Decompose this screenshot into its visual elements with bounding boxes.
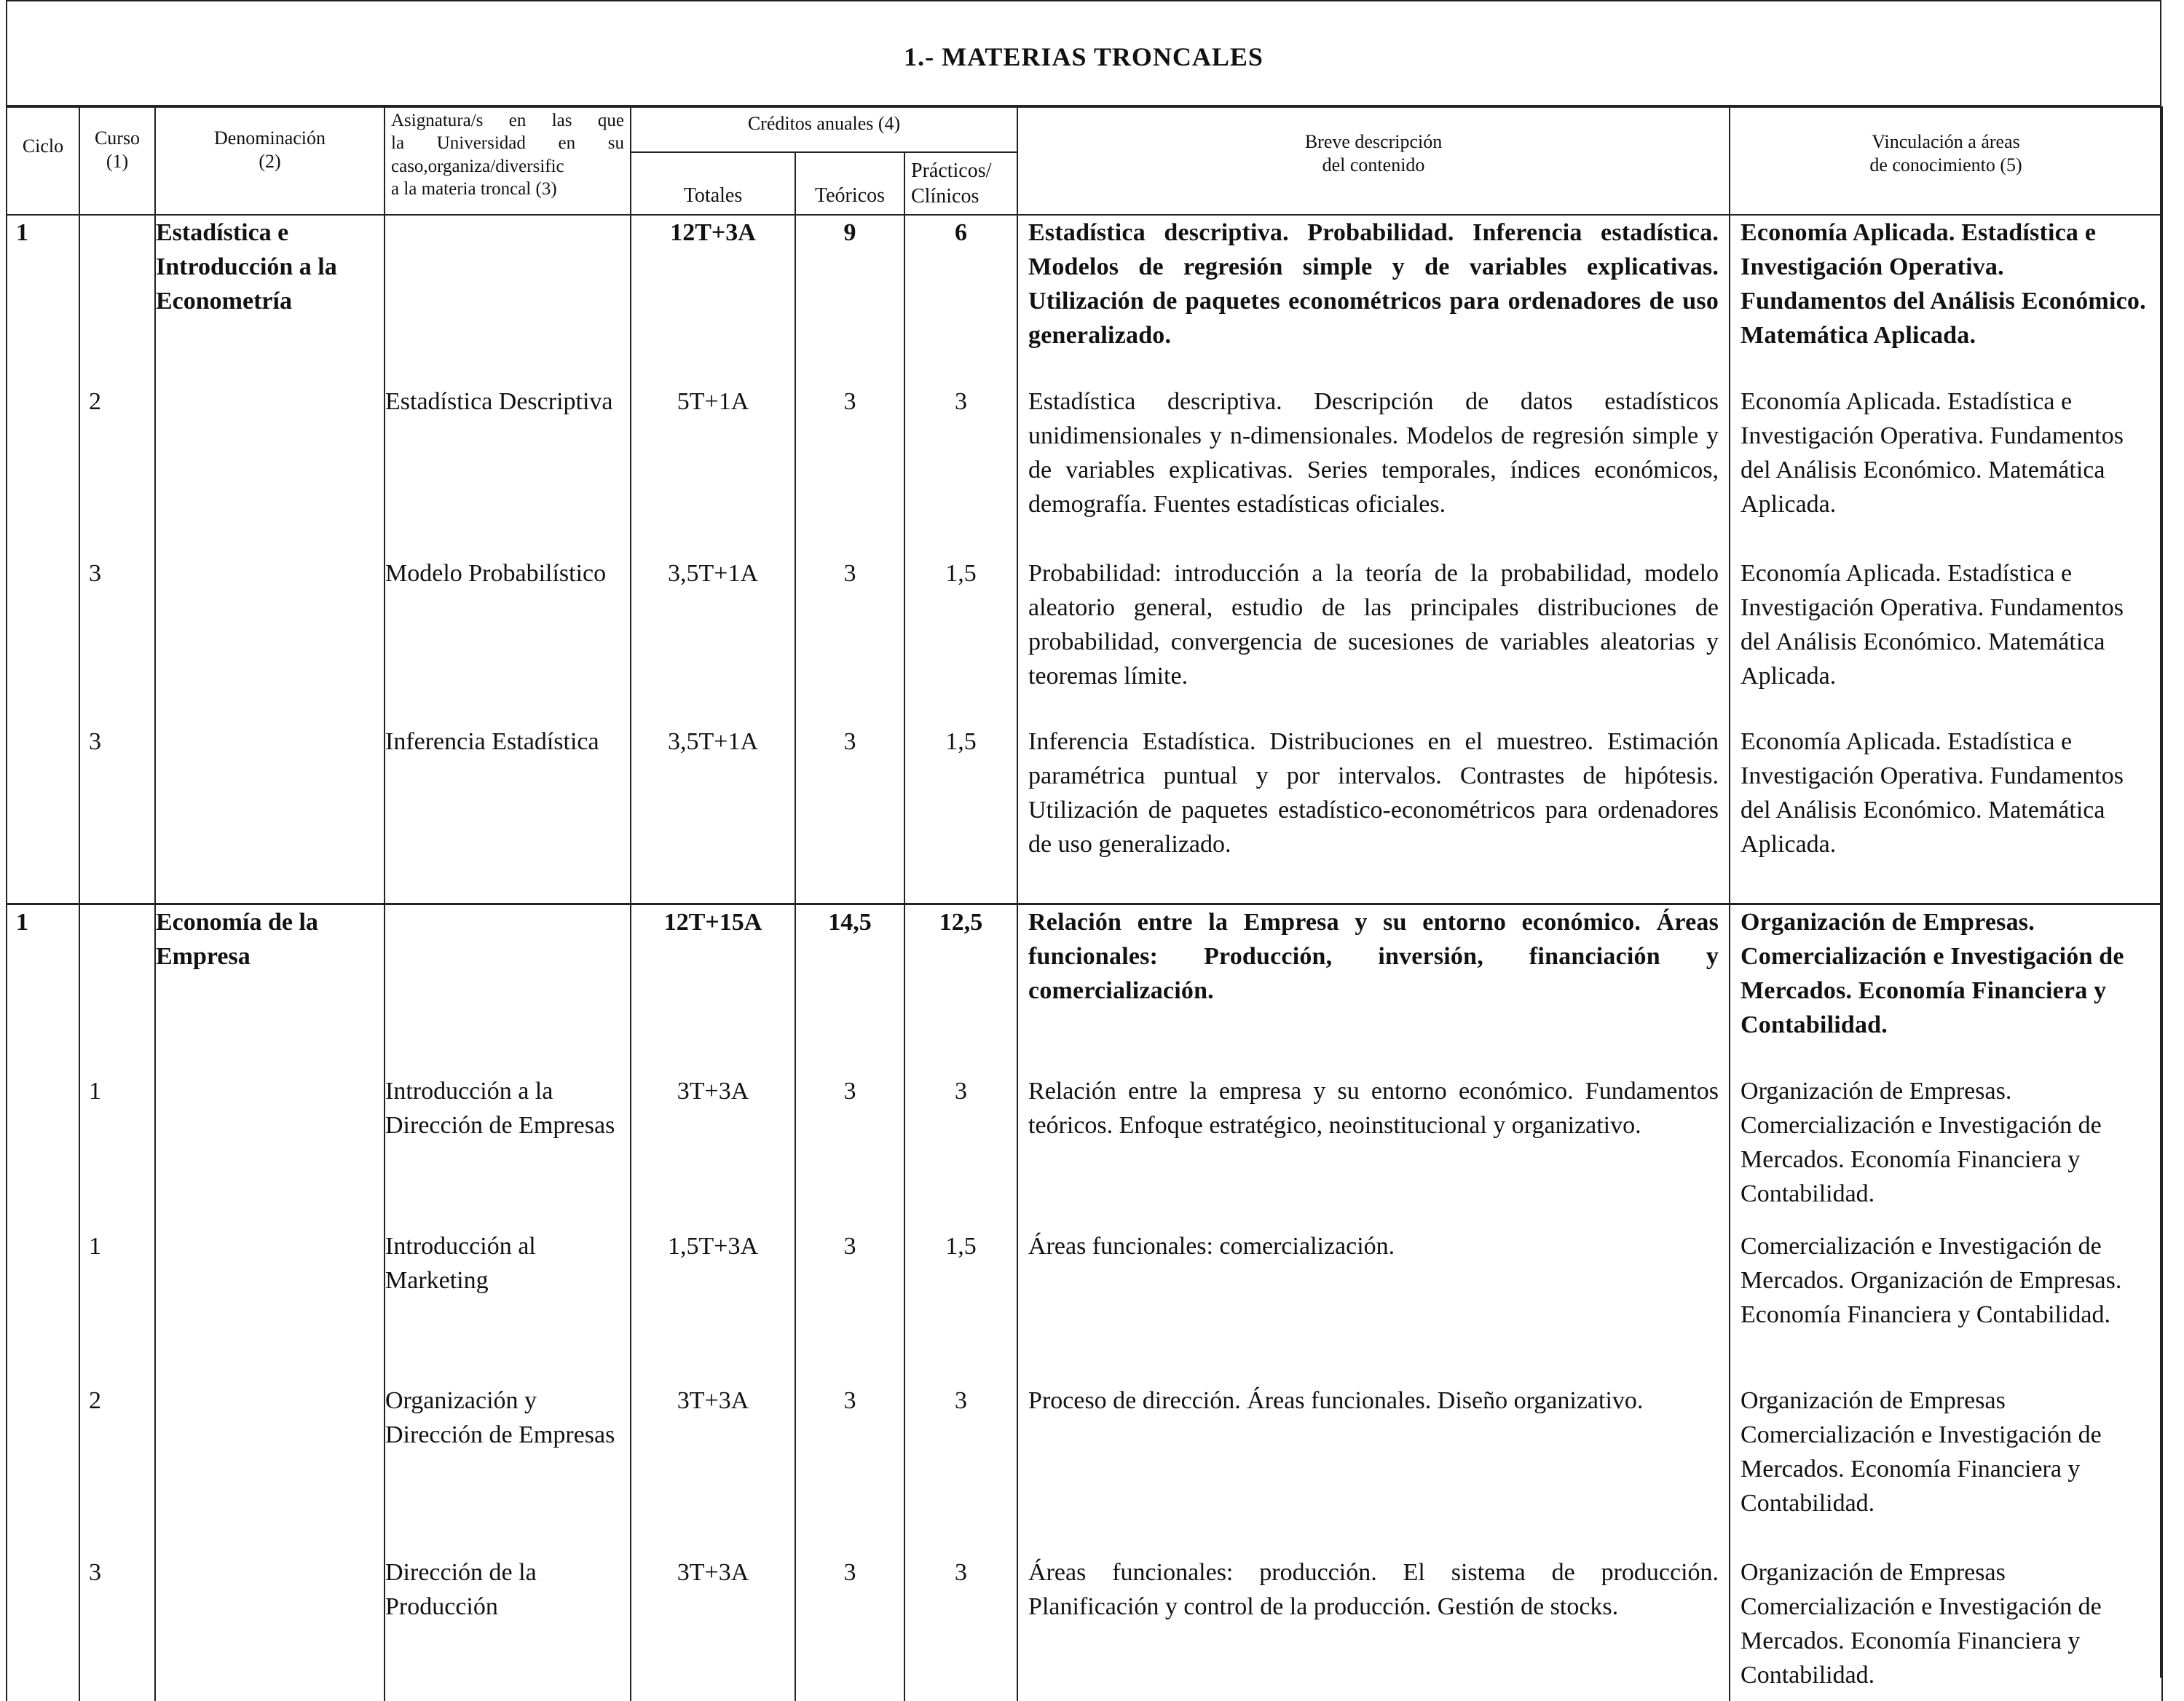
cell-vinculacion: Organización de Empresas Comercialización e Investigación de Mercados. Economía Financiera y Contabilidad. <box>1730 1555 2162 1701</box>
cell-teoricos: 3 <box>795 384 904 556</box>
cell-asignatura: Inferencia Estadística <box>385 725 631 904</box>
cell-curso: 1 <box>79 1229 155 1384</box>
header-vinculacion-line-2: de conocimiento (5) <box>1869 154 2022 175</box>
header-curso-line-1: Curso <box>94 127 141 149</box>
header-curso <box>79 107 155 215</box>
cell-vinculacion: Organización de Empresas. Comercialización e Investigación de Mercados. Economía Financiera y Contabilidad. <box>1730 904 2162 1074</box>
header-descripcion-line-2: del contenido <box>1322 154 1425 175</box>
cell-teoricos: 9 <box>795 215 904 384</box>
header-vinculacion <box>1730 107 2162 215</box>
header-denominacion-line-2: (2) <box>259 151 281 172</box>
table-row <box>7 384 2162 556</box>
cell-denominacion <box>155 1384 385 1555</box>
header-asignatura <box>385 107 631 215</box>
materias-table <box>6 106 2163 1701</box>
header-denominacion-line-1: Denominación <box>213 127 326 149</box>
cell-vinculacion: Economía Aplicada. Estadística e Investigación Operativa. Fundamentos del Análisis Económico. Matemática Aplicada. <box>1730 556 2162 725</box>
cell-totales: 5T+1A <box>631 384 795 556</box>
cell-denominacion <box>155 1555 385 1701</box>
cell-curso: 1 <box>79 1074 155 1229</box>
header-creditos: Créditos anuales (4) <box>631 107 1017 152</box>
cell-totales: 1,5T+3A <box>631 1229 795 1384</box>
header-descripcion-line-1: Breve descripción <box>1304 130 1443 152</box>
cell-descripcion: Probabilidad: introducción a la teoría de la probabilidad, modelo aleatorio general, estudio de las principales distribuciones de probabilidad, convergencia de sucesiones de variables aleatorias y teoremas límite. <box>1017 556 1730 725</box>
cell-curso: 2 <box>79 1384 155 1555</box>
cell-curso: 3 <box>79 1555 155 1701</box>
cell-totales: 12T+3A <box>631 215 795 384</box>
table-body <box>7 215 2162 1701</box>
cell-descripcion: Áreas funcionales: producción. El sistema de producción. Planificación y control de la producción. Gestión de stocks. <box>1017 1555 1730 1701</box>
cell-curso: 3 <box>79 556 155 725</box>
cell-practicos: 3 <box>904 1384 1017 1555</box>
cell-asignatura: Organización y Dirección de Empresas <box>385 1384 631 1555</box>
cell-descripcion: Proceso de dirección. Áreas funcionales. Diseño organizativo. <box>1017 1384 1730 1555</box>
cell-denominacion <box>155 384 385 556</box>
cell-asignatura: Modelo Probabilístico <box>385 556 631 725</box>
page-title: 1.- MATERIAS TRONCALES <box>6 0 2161 106</box>
cell-denominacion <box>155 725 385 904</box>
header-practicos <box>904 152 1017 215</box>
cell-denominacion <box>155 1074 385 1229</box>
cell-practicos: 1,5 <box>904 1229 1017 1384</box>
header-denominacion <box>155 107 385 215</box>
header-curso-line-2: (1) <box>106 151 129 172</box>
table-row <box>7 556 2162 725</box>
cell-teoricos: 14,5 <box>795 904 904 1074</box>
cell-teoricos: 3 <box>795 1384 904 1555</box>
header-descripcion <box>1017 107 1730 215</box>
cell-ciclo <box>7 1229 79 1384</box>
cell-asignatura <box>385 904 631 1074</box>
header-asignatura-line-4: a la materia troncal (3) <box>391 178 557 199</box>
cell-practicos: 3 <box>904 1074 1017 1229</box>
group-row <box>7 215 2162 384</box>
cell-descripcion: Relación entre la empresa y su entorno económico. Fundamentos teóricos. Enfoque estratégico, neoinstitucional y organizativo. <box>1017 1074 1730 1229</box>
cell-vinculacion: Comercialización e Investigación de Mercados. Organización de Empresas. Economía Financiera y Contabilidad. <box>1730 1229 2162 1384</box>
cell-ciclo <box>7 384 79 556</box>
table-row <box>7 725 2162 904</box>
cell-totales: 3,5T+1A <box>631 556 795 725</box>
header-vinculacion-line-1: Vinculación a áreas <box>1872 130 2020 152</box>
cell-ciclo <box>7 725 79 904</box>
table-row <box>7 1074 2162 1229</box>
cell-curso <box>79 215 155 384</box>
cell-vinculacion: Organización de Empresas. Comercialización e Investigación de Mercados. Economía Financiera y Contabilidad. <box>1730 1074 2162 1229</box>
cell-totales: 3T+3A <box>631 1555 795 1701</box>
header-asignatura-line-3: caso,organiza/diversific <box>391 156 564 176</box>
cell-curso: 2 <box>79 384 155 556</box>
cell-denominacion: Estadística e Introducción a la Econometría <box>155 215 385 384</box>
cell-ciclo: 1 <box>7 904 79 1074</box>
cell-practicos: 3 <box>904 1555 1017 1701</box>
cell-ciclo <box>7 1555 79 1701</box>
cell-asignatura: Introducción a la Dirección de Empresas <box>385 1074 631 1229</box>
header-practicos-line-1: Prácticos/ <box>911 159 992 182</box>
cell-descripcion: Estadística descriptiva. Descripción de datos estadísticos unidimensionales y n-dimensionales. Modelos de regresión simple y de variables explicativas. Series temporales, índices económicos, demografía. Fuentes estadísticas oficiales. <box>1017 384 1730 556</box>
cell-ciclo: 1 <box>7 215 79 384</box>
cell-denominacion <box>155 1229 385 1384</box>
cell-vinculacion: Economía Aplicada. Estadística e Investigación Operativa. Fundamentos del Análisis Económico. Matemática Aplicada. <box>1730 215 2162 384</box>
cell-practicos: 3 <box>904 384 1017 556</box>
cell-practicos: 12,5 <box>904 904 1017 1074</box>
cell-curso <box>79 904 155 1074</box>
group-row <box>7 904 2162 1074</box>
cell-denominacion: Economía de la Empresa <box>155 904 385 1074</box>
cell-teoricos: 3 <box>795 1555 904 1701</box>
cell-descripcion: Estadística descriptiva. Probabilidad. Inferencia estadística. Modelos de regresión simple y de variables explicativas. Utilización de paquetes econométricos para ordenadores de uso generalizado. <box>1017 215 1730 384</box>
cell-curso: 3 <box>79 725 155 904</box>
header-teoricos: Teóricos <box>795 152 904 215</box>
cell-teoricos: 3 <box>795 556 904 725</box>
cell-vinculacion: Organización de Empresas Comercialización e Investigación de Mercados. Economía Financiera y Contabilidad. <box>1730 1384 2162 1555</box>
header-ciclo: Ciclo <box>7 107 79 215</box>
header-asignatura-line-2: la Universidad en su <box>391 133 624 154</box>
header-asignatura-line-1: Asignatura/s en las que <box>391 111 624 130</box>
cell-ciclo <box>7 1384 79 1555</box>
cell-totales: 3T+3A <box>631 1384 795 1555</box>
cell-asignatura: Dirección de la Producción <box>385 1555 631 1701</box>
cell-denominacion <box>155 556 385 725</box>
cell-practicos: 1,5 <box>904 725 1017 904</box>
cell-practicos: 6 <box>904 215 1017 384</box>
cell-vinculacion: Economía Aplicada. Estadística e Investigación Operativa. Fundamentos del Análisis Económico. Matemática Aplicada. <box>1730 725 2162 904</box>
cell-descripcion: Inferencia Estadística. Distribuciones en el muestreo. Estimación paramétrica puntual y por intervalos. Contrastes de hipótesis. Utilización de paquetes estadístico-econométricos para ordenadores de uso generalizado. <box>1017 725 1730 904</box>
cell-totales: 3,5T+1A <box>631 725 795 904</box>
cell-descripcion: Áreas funcionales: comercialización. <box>1017 1229 1730 1384</box>
cell-ciclo <box>7 1074 79 1229</box>
header-totales: Totales <box>631 152 795 215</box>
cell-ciclo <box>7 556 79 725</box>
cell-totales: 3T+3A <box>631 1074 795 1229</box>
cell-descripcion: Relación entre la Empresa y su entorno económico. Áreas funcionales: Producción, inversión, financiación y comercialización. <box>1017 904 1730 1074</box>
table-row <box>7 1384 2162 1555</box>
cell-teoricos: 3 <box>795 725 904 904</box>
table-row <box>7 1555 2162 1701</box>
cell-teoricos: 3 <box>795 1074 904 1229</box>
cell-practicos: 1,5 <box>904 556 1017 725</box>
cell-totales: 12T+15A <box>631 904 795 1074</box>
cell-asignatura: Estadística Descriptiva <box>385 384 631 556</box>
cell-asignatura: Introducción al Marketing <box>385 1229 631 1384</box>
table-row <box>7 1229 2162 1384</box>
cell-teoricos: 3 <box>795 1229 904 1384</box>
cell-vinculacion: Economía Aplicada. Estadística e Investigación Operativa. Fundamentos del Análisis Económico. Matemática Aplicada. <box>1730 384 2162 556</box>
header-practicos-line-2: Clínicos <box>911 185 979 208</box>
cell-asignatura <box>385 215 631 384</box>
